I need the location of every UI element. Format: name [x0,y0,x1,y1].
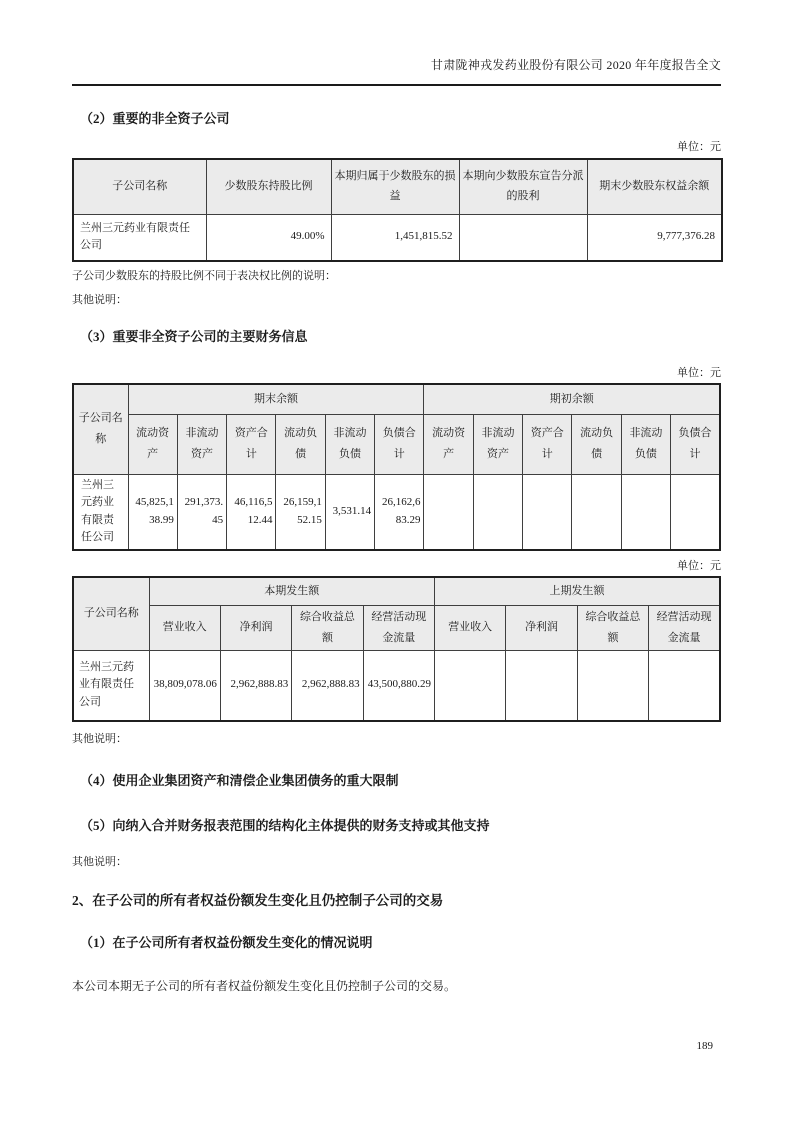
voting-ratio-note: 子公司少数股东的持股比例不同于表决权比例的说明： [72,270,336,282]
other-note-1: 其他说明： [72,294,127,306]
unit-label-3: 单位：元 [677,560,721,572]
cell-subsidiary-name: 兰州三元药业有限责任公司 [73,650,149,721]
cell-end-total-liabilities: 26,162,683.29 [375,474,424,550]
col-header-noncurrent-assets: 非流动资产 [177,414,226,474]
col-header-noncurrent-liabilities: 非流动负债 [621,414,670,474]
cell-begin-total-assets [523,474,572,550]
col-header-total-comprehensive-income: 综合收益总额 [292,605,363,650]
col-header-net-profit: 净利润 [506,605,577,650]
other-note-2: 其他说明： [72,733,127,745]
col-header-current-liabilities: 流动负债 [276,414,325,474]
col-header-minority-ratio: 少数股东持股比例 [206,159,331,214]
section-3-heading: （3）重要非全资子公司的主要财务信息 [80,329,308,344]
section-change-sub-heading: （1）在子公司所有者权益份额发生变化的情况说明 [80,935,373,950]
cell-end-total-assets: 46,116,512.44 [227,474,276,550]
report-header-title: 甘肃陇神戎发药业股份有限公司 2020 年年度报告全文 [430,58,721,72]
group-header-prior-period: 上期发生额 [435,577,721,605]
section-change-heading: 2、在子公司的所有者权益份额发生变化且仍控制子公司的交易 [72,893,444,908]
cell-subsidiary-name: 兰州三元药业有限责任公司 [73,214,206,261]
cell-end-noncurrent-liabilities: 3,531.14 [325,474,374,550]
col-header-declared-dividend: 本期向少数股东宣告分派的股利 [459,159,587,214]
table-row [73,214,722,261]
col-header-current-assets: 流动资产 [424,414,473,474]
income-summary-table [72,576,721,722]
cell-subsidiary-name: 兰州三元药业有限责任公司 [73,474,128,550]
cell-prior-cash-flow [649,650,720,721]
cell-minority-equity: 9,777,376.28 [587,214,722,261]
cell-prior-net-profit [506,650,577,721]
col-header-current-liabilities: 流动负债 [572,414,621,474]
section-5-heading: （5）向纳入合并财务报表范围的结构化主体提供的财务支持或其他支持 [80,818,490,833]
col-header-subsidiary-name: 子公司名称 [73,577,149,650]
cell-end-noncurrent-assets: 291,373.45 [177,474,226,550]
header-rule [72,84,721,86]
cell-begin-current-liabilities [572,474,621,550]
cell-current-comprehensive-income: 2,962,888.83 [292,650,363,721]
cell-begin-noncurrent-assets [473,474,522,550]
col-header-current-assets: 流动资产 [128,414,177,474]
non-wholly-owned-subsidiaries-table [72,158,723,262]
cell-prior-revenue [435,650,506,721]
section-2-heading: （2）重要的非全资子公司 [80,111,230,126]
cell-end-current-liabilities: 26,159,152.15 [276,474,325,550]
balance-sheet-summary-table [72,383,721,551]
section-change-body: 本公司本期无子公司的所有者权益份额发生变化且仍控制子公司的交易。 [72,979,457,993]
section-4-heading: （4）使用企业集团资产和清偿企业集团债务的重大限制 [80,773,399,788]
unit-label-1: 单位：元 [677,141,721,153]
cell-current-cash-flow: 43,500,880.29 [363,650,434,721]
other-note-3: 其他说明： [72,856,127,868]
group-header-current-period: 本期发生额 [149,577,435,605]
cell-minority-profit: 1,451,815.52 [331,214,459,261]
cell-current-revenue: 38,809,078.06 [149,650,220,721]
col-header-subsidiary-name: 子公司名称 [73,159,206,214]
cell-current-net-profit: 2,962,888.83 [220,650,291,721]
col-header-noncurrent-liabilities: 非流动负债 [325,414,374,474]
col-header-operating-revenue: 营业收入 [149,605,220,650]
cell-end-current-assets: 45,825,138.99 [128,474,177,550]
col-header-net-profit: 净利润 [220,605,291,650]
cell-declared-dividend [459,214,587,261]
cell-begin-total-liabilities [671,474,720,550]
group-header-ending-balance: 期末余额 [128,384,424,414]
col-header-operating-cash-flow: 经营活动现金流量 [363,605,434,650]
col-header-total-assets: 资产合计 [523,414,572,474]
col-header-noncurrent-assets: 非流动资产 [473,414,522,474]
col-header-total-liabilities: 负债合计 [375,414,424,474]
cell-minority-ratio: 49.00% [206,214,331,261]
col-header-total-liabilities: 负债合计 [671,414,720,474]
unit-label-2: 单位：元 [677,367,721,379]
col-header-subsidiary-name: 子公司名称 [73,384,128,474]
page-number: 189 [696,1040,713,1052]
col-header-minority-equity: 期末少数股东权益余额 [587,159,722,214]
col-header-total-comprehensive-income: 综合收益总额 [577,605,648,650]
col-header-operating-cash-flow: 经营活动现金流量 [649,605,720,650]
table-row [73,474,720,550]
group-header-beginning-balance: 期初余额 [424,384,720,414]
table-row [73,650,720,721]
cell-prior-comprehensive-income [577,650,648,721]
col-header-total-assets: 资产合计 [227,414,276,474]
cell-begin-current-assets [424,474,473,550]
col-header-minority-profit: 本期归属于少数股东的损益 [331,159,459,214]
cell-begin-noncurrent-liabilities [621,474,670,550]
col-header-operating-revenue: 营业收入 [435,605,506,650]
